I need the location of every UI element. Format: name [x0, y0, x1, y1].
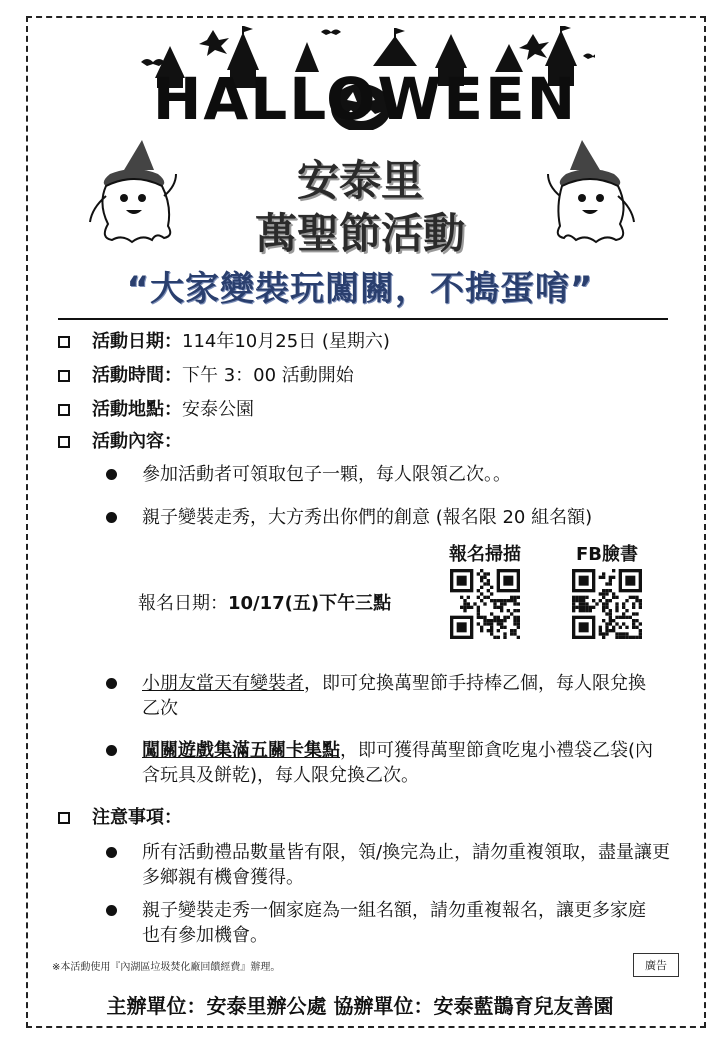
info-date: 活動日期：114年10月25日 (星期六) — [58, 330, 390, 354]
title-line-2: 萬聖節活動 — [254, 209, 465, 258]
list-item: 小朋友當天有變裝者，即可兌換萬聖節手持棒乙個，每人限兌換乙次 — [106, 671, 654, 721]
bullet-icon — [106, 469, 117, 480]
halloween-banner — [135, 26, 595, 133]
checkbox-square-icon — [58, 812, 70, 824]
divider — [58, 318, 668, 320]
checkbox-square-icon — [58, 336, 70, 348]
bullet-icon — [106, 847, 117, 858]
qr-facebook: FB臉書 — [562, 543, 652, 643]
qr-code-icon[interactable] — [450, 569, 520, 639]
checkbox-square-icon — [58, 370, 70, 382]
bullet-icon — [106, 905, 117, 916]
qr-code-icon[interactable] — [572, 569, 642, 639]
bullet-icon — [106, 512, 117, 523]
info-content: 活動內容： — [58, 430, 182, 454]
bullet-icon — [106, 745, 117, 756]
qr-signup: 報名掃描 — [440, 543, 530, 643]
ad-tag: 廣告 — [633, 953, 679, 977]
info-place: 活動地點：安泰公園 — [58, 398, 254, 422]
checkbox-square-icon — [58, 436, 70, 448]
halloween-banner-text: HALLOWEEN — [152, 65, 578, 133]
fine-print: ※本活動使用『內湖區垃圾焚化廠回饋經費』辦理。 — [52, 962, 281, 973]
list-item: 親子變裝走秀一個家庭為一組名額，請勿重複報名，讓更多家庭也有參加機會。 — [106, 898, 654, 948]
registration-date: 報名日期：10/17(五)下午三點 — [138, 593, 392, 614]
list-item: 所有活動禮品數量皆有限，領/換完為止，請勿重複領取，盡量讓更多鄉親有機會獲得。 — [106, 840, 686, 890]
info-time: 活動時間：下午 3：00 活動開始 — [58, 364, 354, 388]
list-item: 參加活動者可領取包子一顆，每人限領乙次。。 — [106, 462, 666, 487]
notes-heading: 注意事項： — [58, 806, 182, 830]
slogan: “大家變裝玩闖關，不搗蛋唷” — [126, 269, 594, 309]
list-item: 闖關遊戲集滿五關卡集點，即可獲得萬聖節貪吃鬼小禮袋乙袋(內含玩具及餅乾)，每人限兌換乙次。 — [106, 738, 654, 788]
checkbox-square-icon — [58, 404, 70, 416]
organizers-footer: 主辦單位：安泰里辦公處 協辦單位：安泰藍鵲育兒友善園 — [106, 994, 614, 1018]
title-line-1: 安泰里 — [296, 156, 423, 205]
bullet-icon — [106, 678, 117, 689]
list-item: 親子變裝走秀，大方秀出你們的創意 (報名限 20 組名額) — [106, 505, 686, 530]
